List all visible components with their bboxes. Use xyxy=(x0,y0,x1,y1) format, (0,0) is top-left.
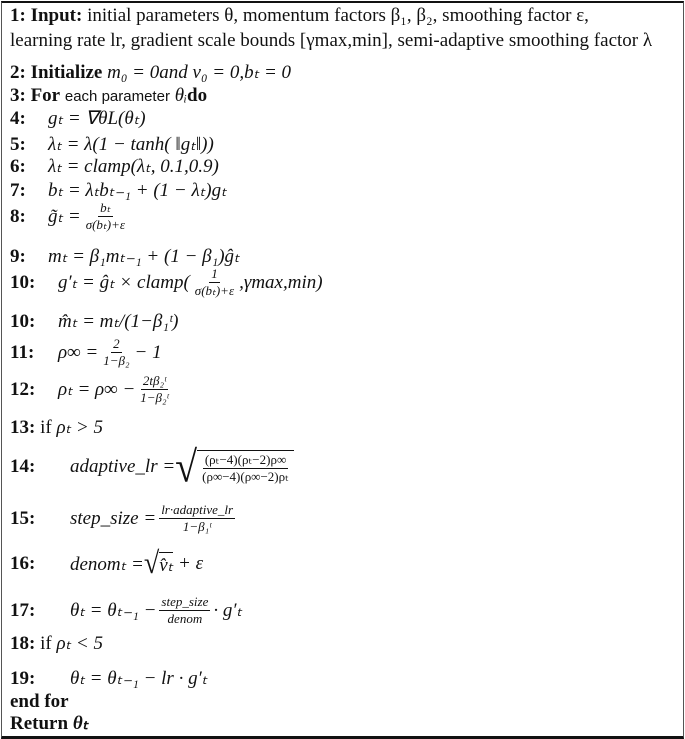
line-text: each parameter xyxy=(64,87,170,105)
line-2-initialize xyxy=(10,61,291,84)
line-1-input-cont xyxy=(10,30,652,52)
line-number: 8: xyxy=(10,205,26,227)
line-number: 10: xyxy=(10,310,36,332)
denominator: denom xyxy=(167,611,203,626)
math: ρ∞ = xyxy=(58,341,99,363)
keyword: For xyxy=(30,85,61,106)
line-number: 13: xyxy=(10,416,36,438)
math: mₜ = β₁mₜ₋₁ + (1 − β₁)ĝₜ xyxy=(48,246,240,267)
math: gₜ = ∇θL(θₜ) xyxy=(48,108,146,129)
square-root: √ v̂ₜ xyxy=(143,546,174,581)
math: g′ₜ = ĝₜ × clamp( xyxy=(58,272,190,293)
numerator: bₜ xyxy=(100,200,111,215)
denominator: 1−β₂ᵗ xyxy=(140,390,169,405)
line-7 xyxy=(10,179,227,202)
keyword: Initialize xyxy=(30,61,103,83)
line-12 xyxy=(10,373,174,406)
line-10b xyxy=(10,310,179,333)
line-number: 5: xyxy=(10,133,26,155)
fraction xyxy=(138,373,170,406)
line-14 xyxy=(10,441,294,492)
numerator: step_size xyxy=(161,594,209,609)
math: bₜ = λₜbₜ₋₁ + (1 − λₜ)gₜ xyxy=(48,180,227,201)
math: · g′ₜ xyxy=(213,600,243,621)
line-10 xyxy=(10,266,323,299)
math: + ε xyxy=(178,553,204,574)
line-number: 14: xyxy=(10,456,36,477)
math: m₀ = 0and v₀ = 0,bₜ = 0 xyxy=(107,62,292,83)
line-number: 19: xyxy=(10,667,36,689)
fraction xyxy=(101,336,131,369)
line-number: 11: xyxy=(10,341,35,363)
line-17 xyxy=(10,594,242,627)
fraction xyxy=(193,266,236,299)
fraction xyxy=(200,452,291,485)
denominator: 1−β₂ xyxy=(103,353,130,368)
line-8 xyxy=(10,200,130,233)
line-1-input xyxy=(10,5,589,27)
line-number: 1: xyxy=(10,5,26,26)
line-6 xyxy=(10,155,219,178)
keyword: Input: xyxy=(30,5,83,26)
line-number: 16: xyxy=(10,553,36,574)
line-5 xyxy=(10,133,214,156)
line-number: 4: xyxy=(10,107,26,129)
math: adaptive_lr = xyxy=(70,456,176,477)
fraction xyxy=(159,594,210,627)
line-text: initial parameters θ, momentum factors β₁, β₂, smoothing factor ε, xyxy=(87,5,589,26)
line-18-if xyxy=(10,632,103,655)
line-end-for xyxy=(10,691,69,713)
line-number: 18: xyxy=(10,632,36,654)
fraction xyxy=(84,200,127,233)
line-return xyxy=(10,712,88,735)
line-3-for xyxy=(10,85,207,107)
math: ρₜ > 5 xyxy=(56,417,103,438)
math: g̃ₜ = xyxy=(48,206,81,227)
keyword: Return xyxy=(10,712,69,734)
math: λₜ = clamp(λₜ, 0.1,0.9) xyxy=(48,156,219,177)
line-number: 10: xyxy=(10,271,36,293)
line-11 xyxy=(10,336,162,369)
denominator: σ(bₜ)+ε xyxy=(194,283,235,298)
line-number: 6: xyxy=(10,155,26,177)
math: θₜ = θₜ₋₁ − lr · g′ₜ xyxy=(70,668,208,689)
math: denomₜ = xyxy=(70,553,144,575)
numerator: 2 xyxy=(113,336,120,351)
numerator: lr·adaptive_lr xyxy=(161,502,234,517)
line-number: 12: xyxy=(10,378,36,400)
line-9 xyxy=(10,245,240,268)
line-number: 9: xyxy=(10,245,26,267)
numerator: 2tβ₂ᵗ xyxy=(142,373,167,388)
denominator: (ρ∞−4)(ρ∞−2)ρₜ xyxy=(202,468,289,484)
math: θₜ = θₜ₋₁ − xyxy=(70,600,157,621)
math: θᵢ xyxy=(174,85,188,106)
line-number: 3: xyxy=(10,85,26,106)
denominator: 1−β₁ᵗ xyxy=(182,519,212,534)
math: ,γmax,min) xyxy=(239,271,323,293)
keyword: if xyxy=(40,416,52,438)
math: − 1 xyxy=(134,341,162,363)
numerator: (ρₜ−4)(ρₜ−2)ρ∞ xyxy=(204,451,287,467)
line-19 xyxy=(10,667,207,690)
line-number: 7: xyxy=(10,179,26,201)
math: step_size = xyxy=(70,507,157,529)
keyword: end for xyxy=(10,691,69,712)
line-text: learning rate lr, gradient scale bounds [γmax,min], semi-adaptive smoothing factor λ xyxy=(10,30,653,51)
math: m̂ₜ = mₜ/(1−β₁ᵗ) xyxy=(58,311,179,332)
math: θₜ xyxy=(72,713,89,734)
math: ρₜ = ρ∞ − xyxy=(58,379,136,400)
numerator: 1 xyxy=(211,266,218,281)
line-16 xyxy=(10,546,204,581)
keyword: if xyxy=(40,632,52,654)
line-number: 15: xyxy=(10,507,36,529)
line-13-if xyxy=(10,416,103,439)
fraction xyxy=(159,502,235,535)
line-number: 2: xyxy=(10,61,26,83)
math: ρₜ < 5 xyxy=(56,633,103,654)
math: v̂ₜ xyxy=(159,552,173,577)
denominator: σ(bₜ)+ε xyxy=(85,217,125,232)
line-4 xyxy=(10,107,146,130)
square-root: √ $\frac{\text{(ρₜ−4)(ρₜ−2)ρ∞}}{\text{(ρ∞−4)(ρ∞−2)ρₜ}}$ xyxy=(175,447,294,487)
line-number: 17: xyxy=(10,599,36,621)
math: λₜ = λ(1 − tanh( ‖gₜ‖)) xyxy=(48,134,214,155)
keyword: do xyxy=(187,85,208,106)
line-15 xyxy=(10,502,238,535)
